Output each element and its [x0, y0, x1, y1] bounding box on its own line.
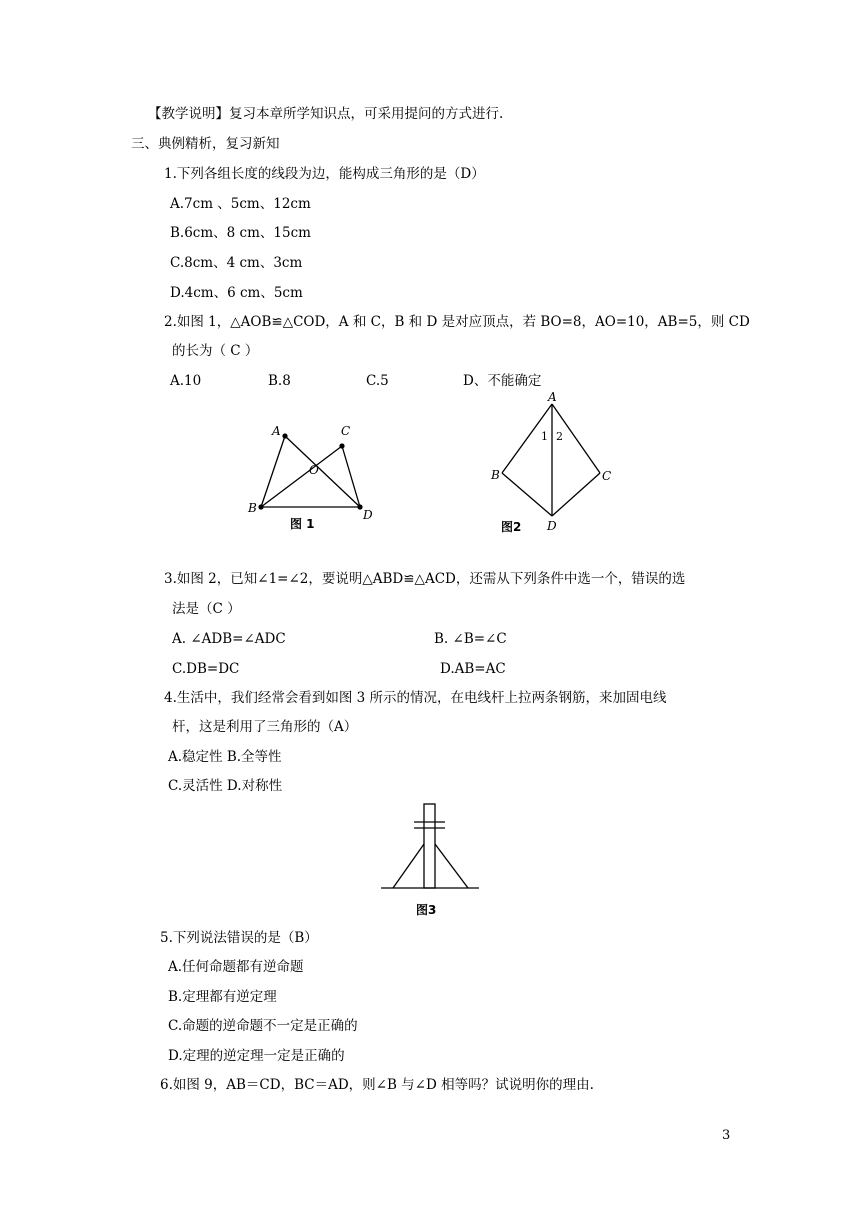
fig2-angle-2-label: 2 [556, 430, 563, 443]
q5-option-b: B.定理都有逆定理 [168, 989, 277, 1005]
fig2-label-a: A [548, 390, 557, 404]
q2-option-d: D、不能确定 [463, 373, 542, 389]
page-number: 3 [722, 1128, 731, 1143]
figure-2 [480, 390, 620, 538]
question-6: 6.如图 9，AB＝CD，BC＝AD，则∠B 与∠D 相等吗？试说明你的理由. [160, 1077, 594, 1093]
q2-option-a: A.10 [170, 373, 202, 389]
q1-option-a: A.7cm 、5cm、12cm [170, 196, 311, 212]
fig1-segment-ab [261, 436, 285, 507]
q2-option-b: B.8 [268, 373, 291, 389]
question-4-line2: 杆，这是利用了三角形的（A） [172, 719, 358, 735]
fig2-label-b: B [491, 468, 500, 482]
fig1-label-a: A [272, 424, 281, 438]
fig1-label-d: D [363, 508, 373, 522]
q4-options-ab: A.稳定性 B.全等性 [168, 749, 282, 765]
fig2-label-d: D [547, 519, 557, 533]
fig1-label-o: O [309, 463, 319, 477]
q3-option-b: B. ∠B=∠C [434, 631, 507, 647]
q1-option-d: D.4cm、6 cm、5cm [170, 285, 303, 301]
q5-option-c: C.命题的逆命题不一定是正确的 [168, 1018, 358, 1034]
fig3-caption: 图3 [416, 903, 437, 917]
fig1-caption: 图 1 [290, 517, 315, 531]
fig1-point-c [339, 443, 344, 448]
q2-option-c: C.5 [366, 373, 389, 389]
fig2-segment-bd [502, 473, 552, 516]
teaching-note: 【教学说明】复习本章所学知识点，可采用提问的方式进行. [148, 106, 504, 122]
question-4-line1: 4.生活中，我们经常会看到如图 3 所示的情况，在电线杆上拉两条钢筋，来加固电线 [164, 690, 667, 706]
q3-option-d: D.AB=AC [440, 661, 506, 677]
fig3-right-brace [435, 844, 468, 888]
question-3-line1: 3.如图 2，已知∠1=∠2，要说明△ABD≌△ACD，还需从下列条件中选一个，错误的选 [164, 571, 686, 587]
q1-option-c: C.8cm、4 cm、3cm [170, 255, 303, 271]
fig1-label-b: B [248, 501, 257, 515]
q3-option-a: A. ∠ADB=∠ADC [172, 631, 286, 647]
fig1-point-b [258, 504, 263, 509]
fig2-angle-1-label: 1 [541, 430, 548, 443]
fig1-label-c: C [341, 424, 351, 438]
section-heading: 三、典例精析，复习新知 [131, 136, 280, 152]
q4-options-cd: C.灵活性 D.对称性 [168, 778, 283, 794]
question-2-line2: 的长为（ C ） [172, 343, 259, 359]
question-5: 5.下列说法错误的是（B） [160, 930, 318, 946]
fig1-segment-ad [285, 436, 360, 507]
fig2-segment-cd [552, 473, 600, 516]
q1-option-b: B.6cm、8 cm、15cm [170, 225, 311, 241]
fig1-segment-bc [261, 446, 342, 507]
fig2-label-c: C [602, 469, 612, 483]
question-1: 1.下列各组长度的线段为边，能构成三角形的是（D） [164, 166, 485, 182]
fig1-point-a [282, 433, 287, 438]
q5-option-a: A.任何命题都有逆命题 [168, 959, 304, 975]
q5-option-d: D.定理的逆定理一定是正确的 [168, 1048, 345, 1064]
question-2-line1: 2.如图 1，△AOB≌△COD，A 和 C，B 和 D 是对应顶点，若 BO=8，AO=10，AB=5，则 CD [164, 314, 750, 330]
q3-option-c: C.DB=DC [172, 661, 240, 677]
figure-3 [376, 800, 486, 920]
question-3-line2: 法是（C ） [172, 601, 241, 617]
fig2-caption: 图2 [501, 520, 522, 534]
fig1-point-d [357, 504, 362, 509]
fig3-pole [424, 804, 435, 888]
figure-1 [238, 418, 388, 533]
fig3-left-brace [393, 844, 424, 888]
